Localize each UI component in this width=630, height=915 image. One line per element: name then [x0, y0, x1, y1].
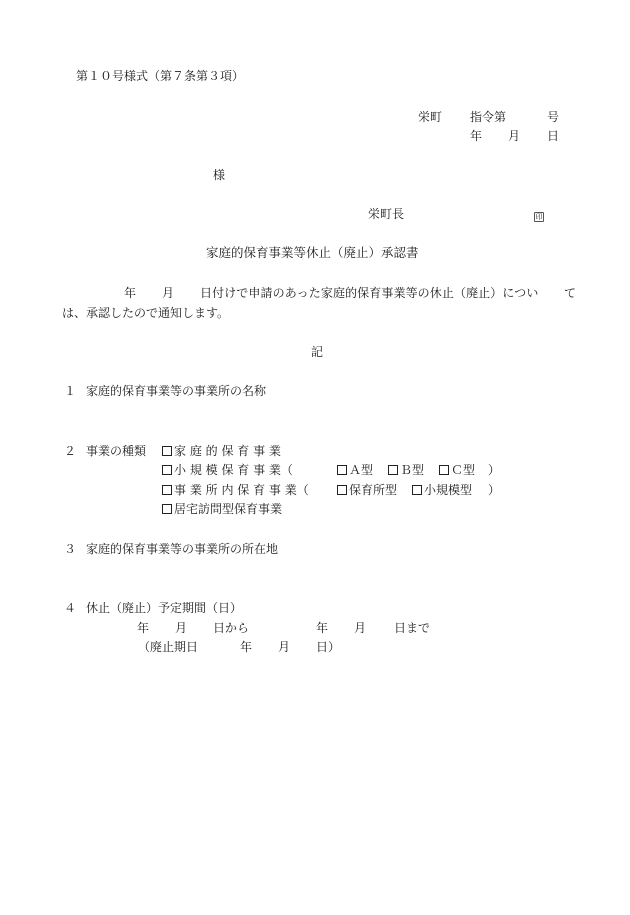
ki-label: 記: [311, 345, 324, 359]
header-town: 栄町: [418, 110, 443, 124]
option-type-c-label: Ｃ型: [451, 463, 476, 477]
abolition-day-close: 日）: [316, 640, 341, 654]
item3-number: ３: [64, 542, 77, 556]
item2-label: 事業の種類: [86, 444, 147, 458]
option-type-a[interactable]: [337, 464, 373, 476]
abolition-open: （廃止期日: [138, 640, 199, 654]
item1-label: 家庭的保育事業等の事業所の名称: [86, 384, 267, 398]
option-jigyosho-close: ）: [488, 483, 501, 497]
seal-icon: 印: [535, 213, 543, 221]
period-start-month: 月: [175, 621, 188, 635]
header-number-suffix: 号: [547, 110, 560, 124]
body-sentence-line2: は、承認したので通知します。: [62, 306, 230, 320]
body-month: 月: [162, 286, 175, 300]
addressee-honorific: 様: [213, 168, 226, 182]
option-hoikusho[interactable]: [337, 484, 397, 496]
form-number: 第１０号様式（第７条第３項）: [76, 69, 245, 83]
issuer-title: 栄町長: [368, 207, 405, 221]
body-sentence-line1: 日付けで申請のあった家庭的保育事業等の休止（廃止）につい: [200, 286, 539, 300]
option-type-a-label: Ａ型: [349, 463, 374, 477]
option-jigyosho-label: 事 業 所 内 保 育 事 業（: [174, 483, 309, 497]
header-month: 月: [508, 129, 521, 143]
option-kyotaku[interactable]: [162, 503, 282, 515]
checkbox-jigyosho[interactable]: [162, 485, 172, 495]
option-jigyosho[interactable]: [162, 484, 309, 496]
item4-label: 休止（廃止）予定期間（日）: [86, 601, 243, 615]
item3-label: 家庭的保育事業等の事業所の所在地: [86, 542, 279, 556]
body-sentence-tail: て: [564, 286, 577, 300]
abolition-month: 月: [278, 640, 291, 654]
item2-number: ２: [64, 444, 77, 458]
period-end-day: 日まで: [394, 621, 431, 635]
period-start-day: 日から: [213, 621, 250, 635]
checkbox-hoikusho[interactable]: [337, 485, 347, 495]
option-katei[interactable]: [162, 445, 281, 457]
body-year: 年: [124, 286, 137, 300]
checkbox-shokibo[interactable]: [162, 465, 172, 475]
option-shokibo-label: 小 規 模 保 育 事 業（: [174, 463, 293, 477]
checkbox-type-c[interactable]: [439, 465, 449, 475]
header-directive: 指令第: [470, 110, 507, 124]
checkbox-shokibo-gata[interactable]: [412, 485, 422, 495]
option-shokibo-gata[interactable]: [412, 484, 472, 496]
item4-number: ４: [64, 601, 77, 615]
period-start-year: 年: [137, 621, 150, 635]
seal-mark: [534, 209, 544, 222]
abolition-year: 年: [240, 640, 253, 654]
option-katei-label: 家 庭 的 保 育 事 業: [174, 444, 281, 458]
option-hoikusho-label: 保育所型: [349, 483, 398, 497]
period-end-year: 年: [316, 621, 329, 635]
option-shokibo-gata-label: 小規模型: [424, 483, 473, 497]
option-shokibo-close: ）: [488, 463, 501, 477]
checkbox-type-a[interactable]: [337, 465, 347, 475]
option-type-c[interactable]: [439, 464, 475, 476]
period-end-month: 月: [354, 621, 367, 635]
document-title: 家庭的保育事業等休止（廃止）承認書: [206, 245, 419, 260]
option-type-b[interactable]: [388, 464, 424, 476]
item1-number: １: [64, 384, 77, 398]
checkbox-kyotaku[interactable]: [162, 504, 172, 514]
checkbox-katei[interactable]: [162, 446, 172, 456]
header-year: 年: [470, 129, 483, 143]
option-type-b-label: Ｂ型: [400, 463, 425, 477]
checkbox-type-b[interactable]: [388, 465, 398, 475]
option-shokibo[interactable]: [162, 464, 293, 476]
header-day: 日: [547, 129, 560, 143]
option-kyotaku-label: 居宅訪問型保育事業: [174, 502, 283, 516]
